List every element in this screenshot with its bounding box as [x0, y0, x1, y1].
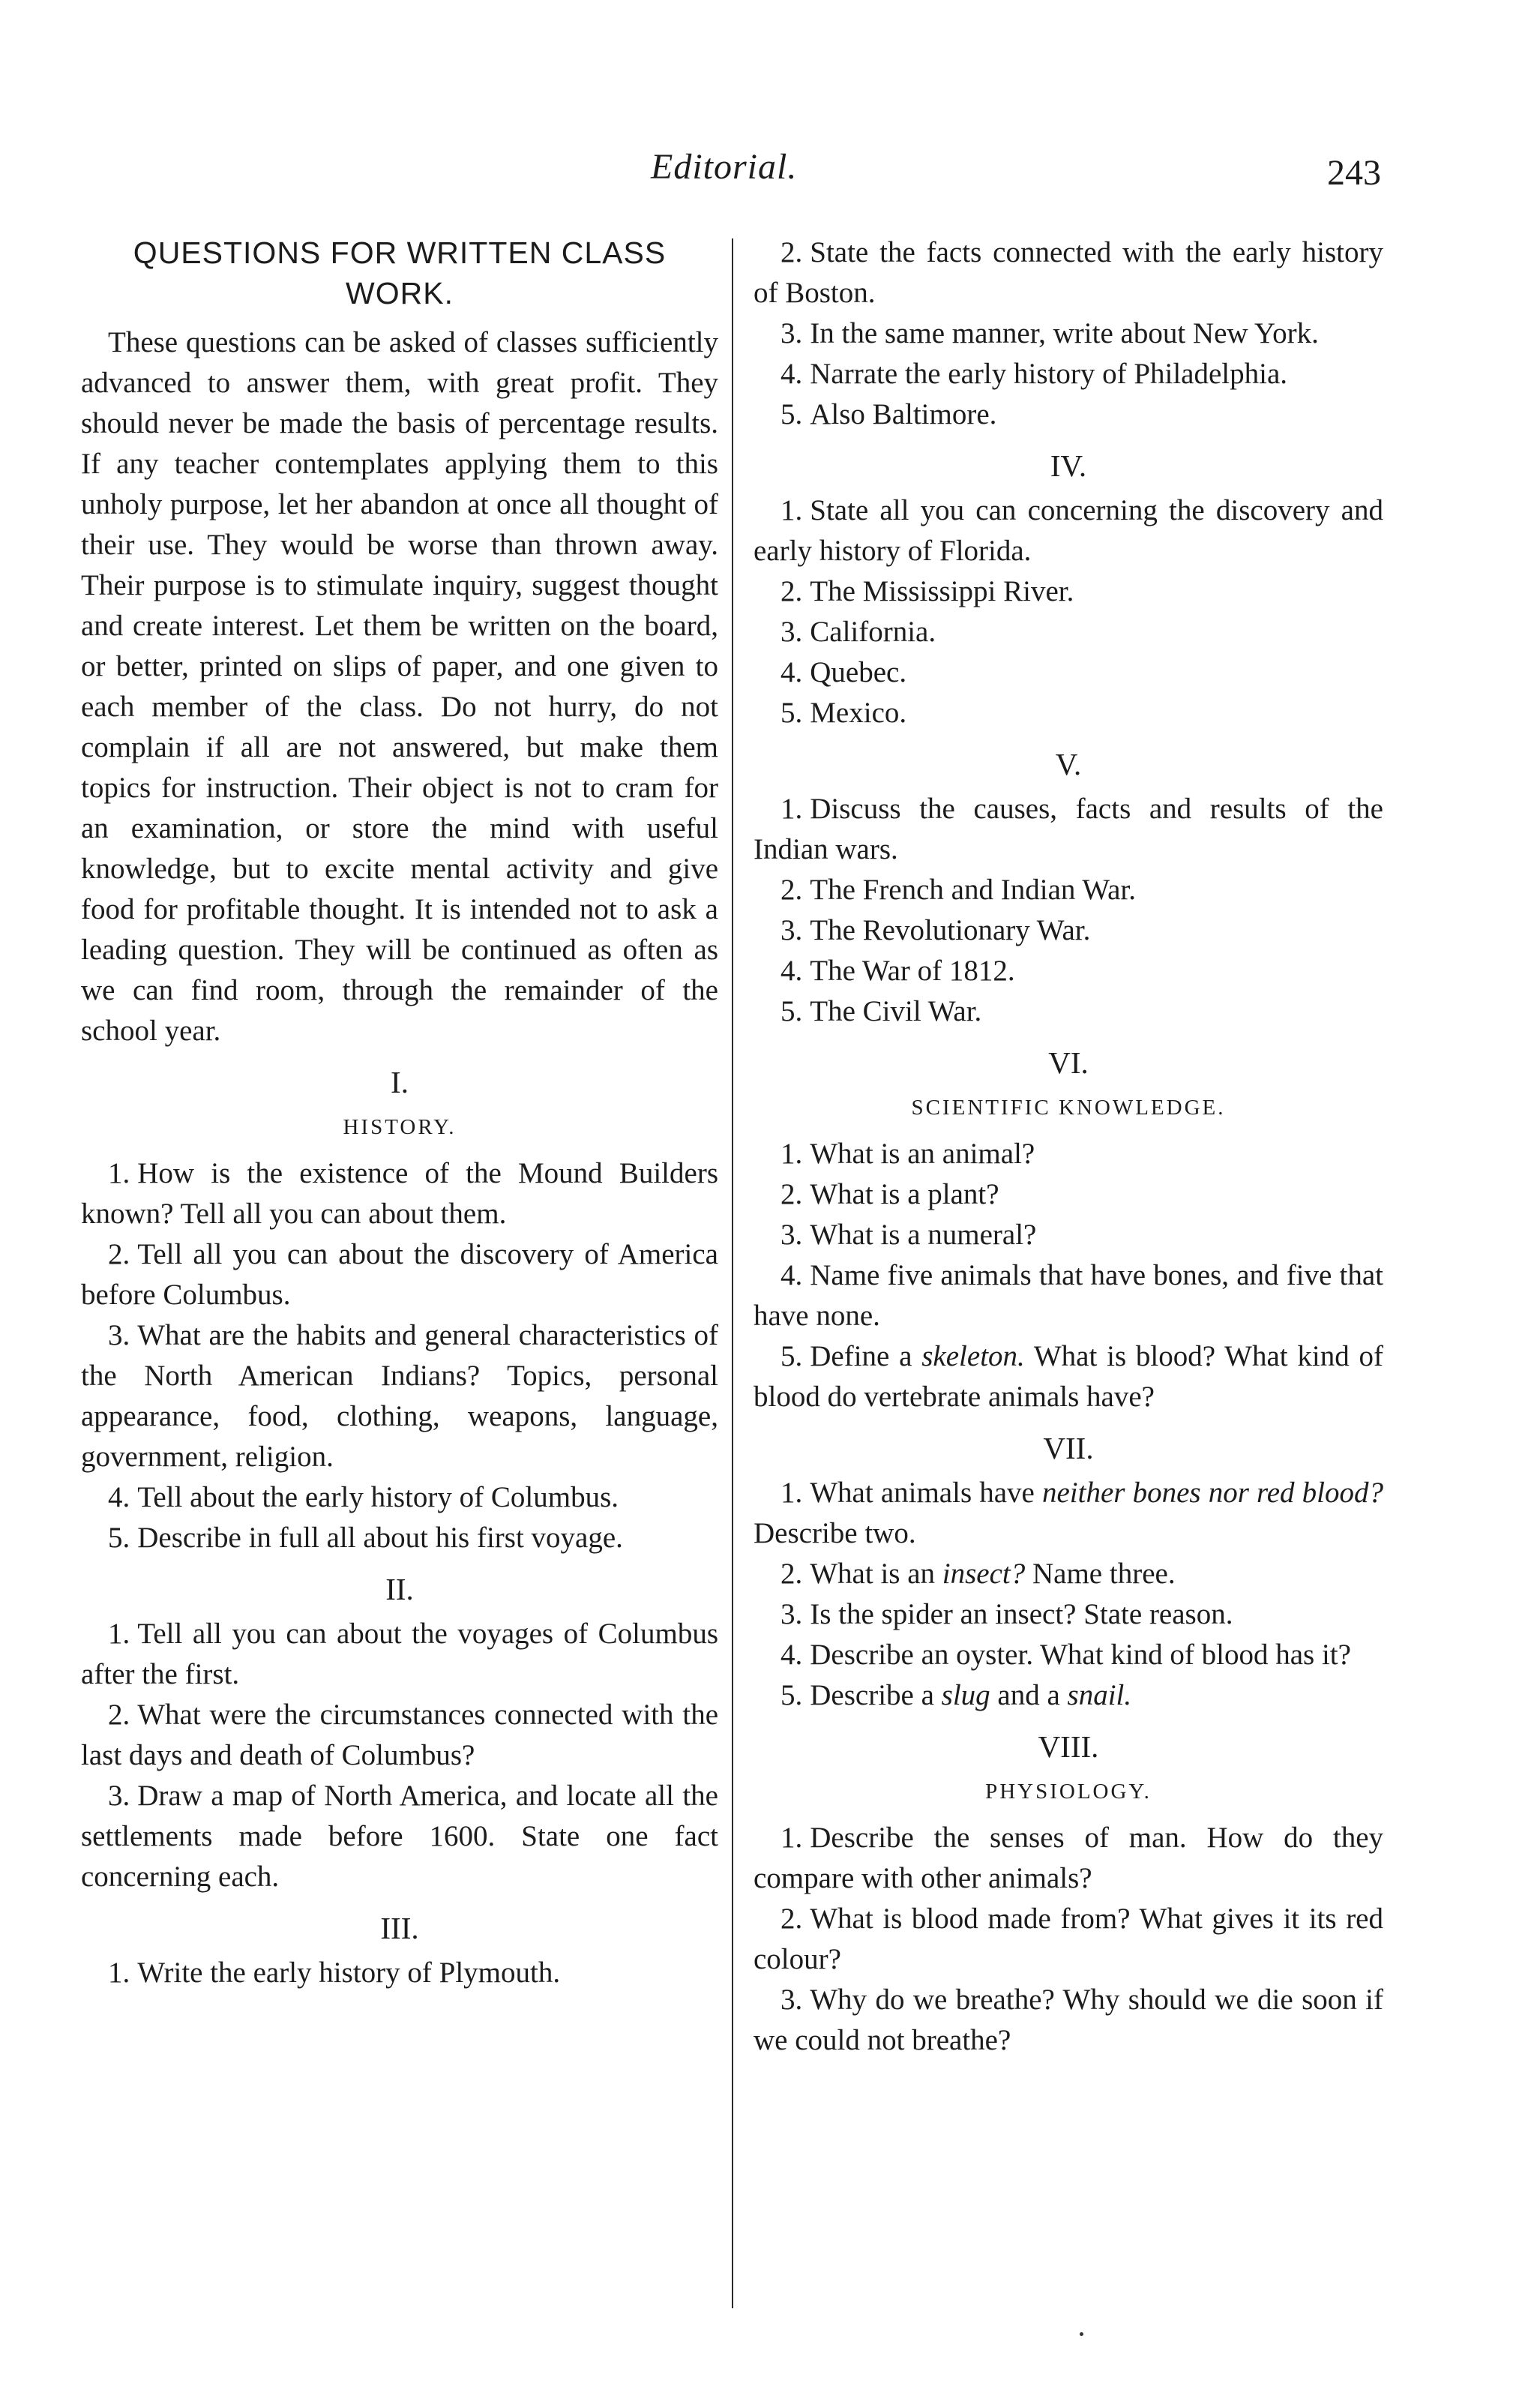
- question-number: 4.: [780, 955, 803, 987]
- question-number: 2.: [780, 1178, 803, 1210]
- question-emphasis: slug: [941, 1679, 990, 1711]
- question-text: Also Baltimore.: [810, 398, 997, 430]
- question-number: 5.: [780, 1679, 803, 1711]
- question: [754, 313, 1383, 354]
- question-number: 1.: [780, 494, 803, 526]
- question: [754, 1255, 1383, 1336]
- left-column: [81, 232, 718, 1993]
- section-numeral-6: VI.: [1048, 1045, 1089, 1080]
- question-number: 4.: [780, 358, 803, 390]
- question-text: What is an: [810, 1558, 942, 1590]
- question-text: Describe a: [810, 1679, 942, 1711]
- question-number: 3.: [780, 1219, 803, 1251]
- question: [81, 1614, 718, 1695]
- section-numeral-7: VII.: [1043, 1431, 1094, 1465]
- question-number: 1.: [108, 1957, 130, 1989]
- section-heading-scientific-knowledge: SCIENTIFIC KNOWLEDGE.: [911, 1096, 1226, 1120]
- question-number: 3.: [108, 1780, 130, 1812]
- question: [754, 354, 1383, 394]
- section-numeral-5: V.: [1055, 747, 1082, 781]
- question-number: 5.: [780, 1340, 803, 1372]
- question-number: 3.: [780, 317, 803, 349]
- question: [81, 1695, 718, 1776]
- question-text: State all you can concerning the discovery and early history of Florida.: [754, 494, 1383, 567]
- question: [81, 1234, 718, 1315]
- question-number: 5.: [780, 697, 803, 729]
- question: [81, 1315, 718, 1477]
- section-heading-physiology: PHYSIOLOGY.: [985, 1780, 1152, 1804]
- question-number: 3.: [780, 1598, 803, 1630]
- article-title: QUESTIONS FOR WRITTEN CLASS WORK.: [133, 235, 667, 310]
- question-text: Name five animals that have bones, and five that have none.: [754, 1259, 1383, 1332]
- question-text: The French and Indian War.: [810, 874, 1137, 906]
- question: [754, 693, 1383, 733]
- question-number: 2.: [780, 236, 803, 268]
- question-number: 2.: [780, 1903, 803, 1935]
- question-text: Describe two.: [754, 1517, 916, 1549]
- section-heading-history: HISTORY.: [343, 1115, 457, 1139]
- page-number: 243: [1327, 153, 1381, 193]
- question-text: The Mississippi River.: [810, 575, 1074, 607]
- question: [754, 1174, 1383, 1215]
- question-number: 1.: [780, 1822, 803, 1854]
- question-number: 1.: [780, 793, 803, 825]
- question-number: 3.: [108, 1319, 130, 1351]
- question-text: Describe in full all about his first voyage.: [137, 1522, 623, 1554]
- question-number: 2.: [780, 874, 803, 906]
- question: [754, 910, 1383, 951]
- question: [81, 1477, 718, 1518]
- question-number: 1.: [780, 1477, 803, 1509]
- question: [81, 1518, 718, 1558]
- question-text: The War of 1812.: [810, 955, 1015, 987]
- question-text: Quebec.: [810, 656, 907, 688]
- question: [754, 951, 1383, 991]
- question: [754, 232, 1383, 313]
- question-text: California.: [810, 616, 936, 648]
- question-number: 5.: [108, 1522, 130, 1554]
- question-text: Mexico.: [810, 697, 907, 729]
- question: [754, 1215, 1383, 1255]
- section-numeral-2: II.: [385, 1572, 414, 1606]
- question-text: Write the early history of Plymouth.: [137, 1957, 561, 1989]
- question-number: 4.: [780, 1259, 803, 1291]
- question: [754, 612, 1383, 652]
- question: [754, 1336, 1383, 1417]
- question-text: Name three.: [1025, 1558, 1176, 1590]
- question-number: 3.: [780, 616, 803, 648]
- question-text: Narrate the early history of Philadelphia.: [810, 358, 1288, 390]
- question-text: In the same manner, write about New York.: [810, 317, 1319, 349]
- question-text: How is the existence of the Mound Builders known? Tell all you can about them.: [81, 1157, 718, 1230]
- section-numeral-1: I.: [391, 1065, 409, 1099]
- question-emphasis: neither bones nor red blood?: [1042, 1477, 1383, 1509]
- question: [754, 490, 1383, 571]
- question: [754, 652, 1383, 693]
- question: [754, 394, 1383, 435]
- question-text: Why do we breathe? Why should we die soon if we could not breathe?: [754, 1984, 1383, 2056]
- question: [754, 1635, 1383, 1675]
- question-text: Draw a map of North America, and locate all the settlements made before 1600. State one fact concerning each.: [81, 1780, 718, 1893]
- section-numeral-3: III.: [380, 1911, 419, 1945]
- question-text: State the facts connected with the early history of Boston.: [754, 236, 1383, 309]
- column-divider: [732, 238, 733, 2308]
- question: [754, 870, 1383, 910]
- question-text: Tell all you can about the voyages of Columbus after the first.: [81, 1618, 718, 1690]
- question-text: and a: [990, 1679, 1068, 1711]
- right-column: [754, 232, 1383, 2061]
- section-numeral-4: IV.: [1050, 448, 1087, 483]
- question-number: 2.: [108, 1699, 130, 1731]
- question-number: 5.: [780, 398, 803, 430]
- question: [754, 1899, 1383, 1980]
- running-title: Editorial.: [651, 147, 798, 187]
- intro-paragraph: These questions can be asked of classes sufficiently advanced to answer them, with great profit. They should never be made the basis of percentage results. If any teacher contemplates applying them to this unholy purpose, let her abandon at once all thought of their use. They would be worse than thrown away. Their purpose is to stimulate inquiry, suggest thought and create interest. Let them be written on the board, or better, printed on slips of paper, and one given to each member of the class. Do not hurry, do not complain if all are not answered, but make them topics for instruction. Their object is not to cram for an examination, or store the mind with useful knowledge, but to excite mental activity and give food for profitable thought. It is intended not to ask a leading question. They will be continued as often as we can find room, through the remainder of the school year.: [81, 326, 718, 1047]
- question: [81, 1776, 718, 1897]
- question: [754, 1675, 1383, 1716]
- question: [754, 1554, 1383, 1594]
- question-number: 2.: [108, 1238, 130, 1270]
- question-text: Is the spider an insect? State reason.: [810, 1598, 1233, 1630]
- question: [754, 1473, 1383, 1554]
- section-numeral-8: VIII.: [1038, 1729, 1099, 1764]
- question-text: What is blood? What kind of blood do vertebrate animals have?: [754, 1340, 1383, 1413]
- question-number: 4.: [780, 656, 803, 688]
- question-text: The Civil War.: [810, 995, 982, 1027]
- question-text: What are the habits and general characteristics of the North American Indians? Topics, personal appearance, food, clothing, weapons, language, government, religion.: [81, 1319, 718, 1473]
- question-number: 3.: [780, 1984, 803, 2016]
- question-text: The Revolutionary War.: [810, 914, 1091, 946]
- question-emphasis: skeleton.: [921, 1340, 1025, 1372]
- question-number: 1.: [108, 1157, 130, 1189]
- question-number: 3.: [780, 914, 803, 946]
- question-text: Tell all you can about the discovery of America before Columbus.: [81, 1238, 718, 1311]
- question: [754, 789, 1383, 870]
- question-emphasis: insect?: [942, 1558, 1026, 1590]
- question: [754, 1980, 1383, 2061]
- question-number: 4.: [780, 1639, 803, 1671]
- question-number: 2.: [780, 1558, 803, 1590]
- question-text: What is an animal?: [810, 1138, 1035, 1170]
- question-text: Describe the senses of man. How do they compare with other animals?: [754, 1822, 1383, 1894]
- question-emphasis: snail.: [1067, 1679, 1132, 1711]
- question: [754, 1134, 1383, 1174]
- question-text: What animals have: [810, 1477, 1042, 1509]
- question: [81, 1153, 718, 1234]
- question-number: 1.: [780, 1138, 803, 1170]
- question-text: What were the circumstances connected with the last days and death of Columbus?: [81, 1699, 718, 1771]
- print-speck: [1080, 2332, 1083, 2336]
- question: [81, 1953, 718, 1993]
- question-text: Discuss the causes, facts and results of the Indian wars.: [754, 793, 1383, 865]
- question-number: 5.: [780, 995, 803, 1027]
- question-text: What is a plant?: [810, 1178, 999, 1210]
- question-text: Define a: [810, 1340, 922, 1372]
- question: [754, 1594, 1383, 1635]
- question: [754, 991, 1383, 1032]
- question-number: 4.: [108, 1481, 130, 1513]
- question-text: What is a numeral?: [810, 1219, 1037, 1251]
- question-number: 2.: [780, 575, 803, 607]
- running-head: [0, 146, 1540, 206]
- question: [754, 1818, 1383, 1899]
- question-text: Describe an oyster. What kind of blood has it?: [810, 1639, 1351, 1671]
- question-text: What is blood made from? What gives it its red colour?: [754, 1903, 1383, 1975]
- question: [754, 571, 1383, 612]
- question-text: Tell about the early history of Columbus.: [137, 1481, 619, 1513]
- question-number: 1.: [108, 1618, 130, 1650]
